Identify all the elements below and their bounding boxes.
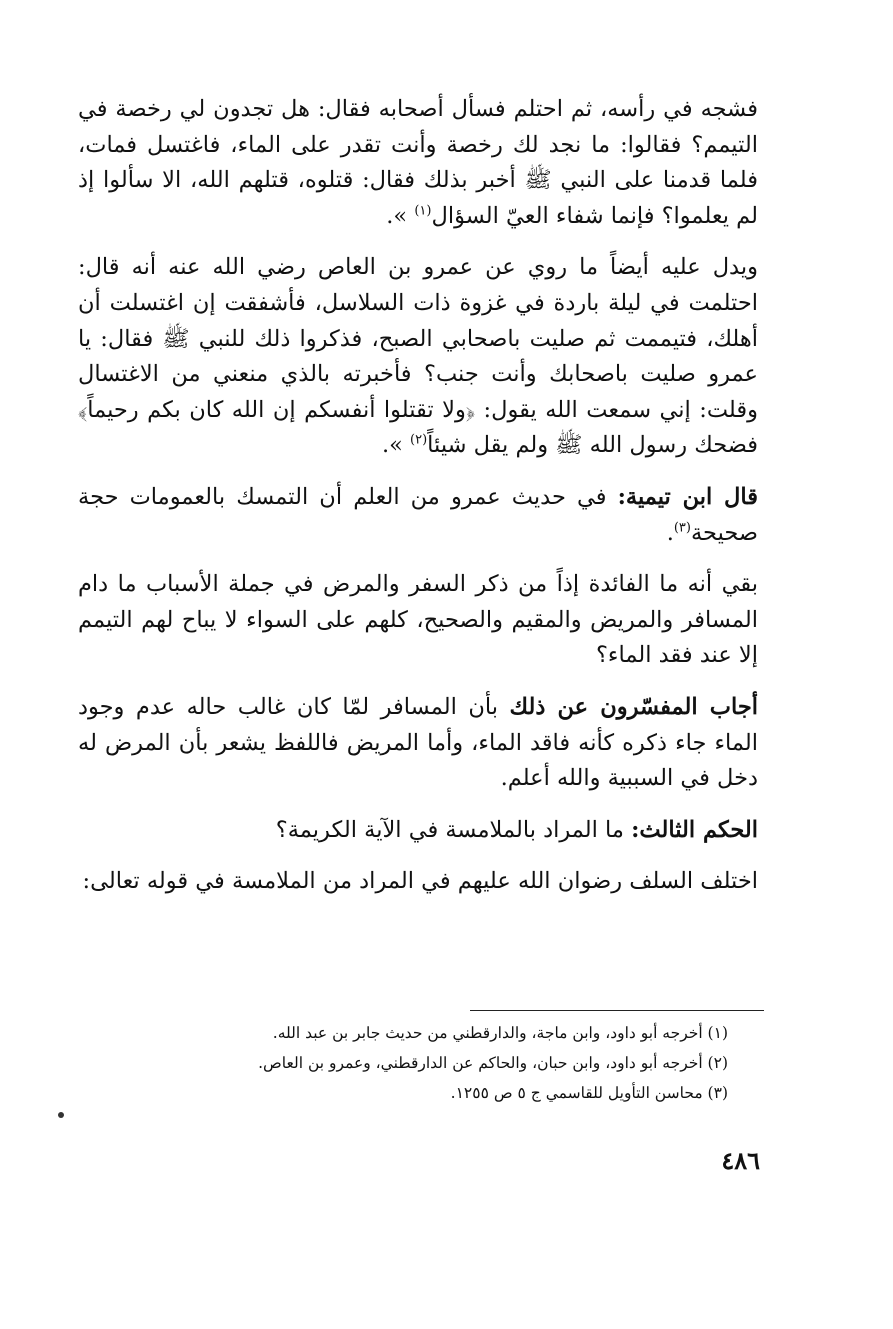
paragraph-text: ويدل عليه أيضاً ما روي عن عمرو بن العاص رضي الله عنه أنه قال: احتلمت في ليلة باردة في غزوة ذات السلاسل، فأشفقت إن اغتسلت أن أهلك، فتيممت ثم صليت باصحابي الصبح، فذكروا ذلك للنبي ﷺ فقال: يا عمرو صليت باصحابك وأنت جنب؟ فأخبرته بالذي منعني من الاغتسال وقلت: إني سمعت الله يقول: ﴿ولا تقتلوا أنفسكم إن الله كان بكم رحيماً﴾ فضحك رسول الله ﷺ ولم يقل شيئاً xyxy=(78,254,758,459)
paragraph-text: بقي أنه ما الفائدة إذاً من ذكر السفر والمرض في جملة الأسباب ما دام المسافر والمريض والمقيم والصحيح، كلهم على السواء لا يباح لهم التيمم إلا عند فقد الماء؟ xyxy=(78,571,758,669)
paragraph-hadith-amr xyxy=(78,250,758,464)
footnote-ref: (٣) xyxy=(673,520,691,536)
footnote-divider xyxy=(470,1010,764,1011)
page-number: ٤٨٦ xyxy=(721,1146,760,1175)
paragraph-text: في حديث عمرو من العلم أن التمسك بالعمومات حجة صحيحة xyxy=(78,483,758,546)
footnote-ref: (٢) xyxy=(410,432,428,448)
footnote-3: (٣) محاسن التأويل للقاسمي ج ٥ ص ١٢٥٥. xyxy=(450,1084,728,1102)
heading-text: ما المراد بالملامسة في الآية الكريمة؟ xyxy=(275,816,632,843)
paragraph-question xyxy=(78,567,758,674)
paragraph-end: . xyxy=(666,519,674,546)
heading-lead: الحكم الثالث: xyxy=(631,816,758,843)
paragraph-lead: أجاب المفسّرون عن ذلك xyxy=(509,693,758,720)
footnote-ref: (١) xyxy=(414,203,432,219)
paragraph-last-line xyxy=(78,864,758,900)
section-heading xyxy=(78,813,758,849)
paragraph-lead: قال ابن تيمية: xyxy=(617,483,758,510)
paragraph-end: ». xyxy=(386,202,415,229)
paragraph-text: فشجه في رأسه، ثم احتلم فسأل أصحابه فقال: هل تجدون لي رخصة في التيمم؟ فقالوا: ما نجد لك رخصة وأنت تقدر على الماء، فاغتسل فمات، فلما قدمنا على النبي ﷺ أخبر بذلك فقال: قتلوه، قتلهم الله، الا سألوا إذ لم يعلموا؟ فإنما شفاء العيّ السؤال xyxy=(78,96,758,229)
footnotes xyxy=(120,1018,728,1108)
paragraph-hadith-jabir xyxy=(78,92,758,234)
scan-speck xyxy=(58,1112,64,1118)
paragraph-answer xyxy=(78,690,758,797)
paragraph-end: ». xyxy=(381,432,411,459)
page-body xyxy=(78,92,758,916)
paragraph-text: بأن المسافر لمّا كان غالب حاله عدم وجود الماء جاء ذكره كأنه فاقد الماء، وأما المريض فاللفظ يشعر بأن المرض له دخل في السببية والله أعلم. xyxy=(78,693,758,792)
footnote-1: (١) أخرجه أبو داود، وابن ماجة، والدارقطني من حديث جابر بن عبد الله. xyxy=(272,1024,728,1042)
paragraph-text: اختلف السلف رضوان الله عليهم في المراد من الملامسة في قوله تعالى: xyxy=(82,868,758,895)
footnote-2: (٢) أخرجه أبو داود، وابن حبان، والحاكم عن الدارقطني، وعمرو بن العاص. xyxy=(258,1054,728,1072)
paragraph-ibn-taymiyya xyxy=(78,480,758,551)
